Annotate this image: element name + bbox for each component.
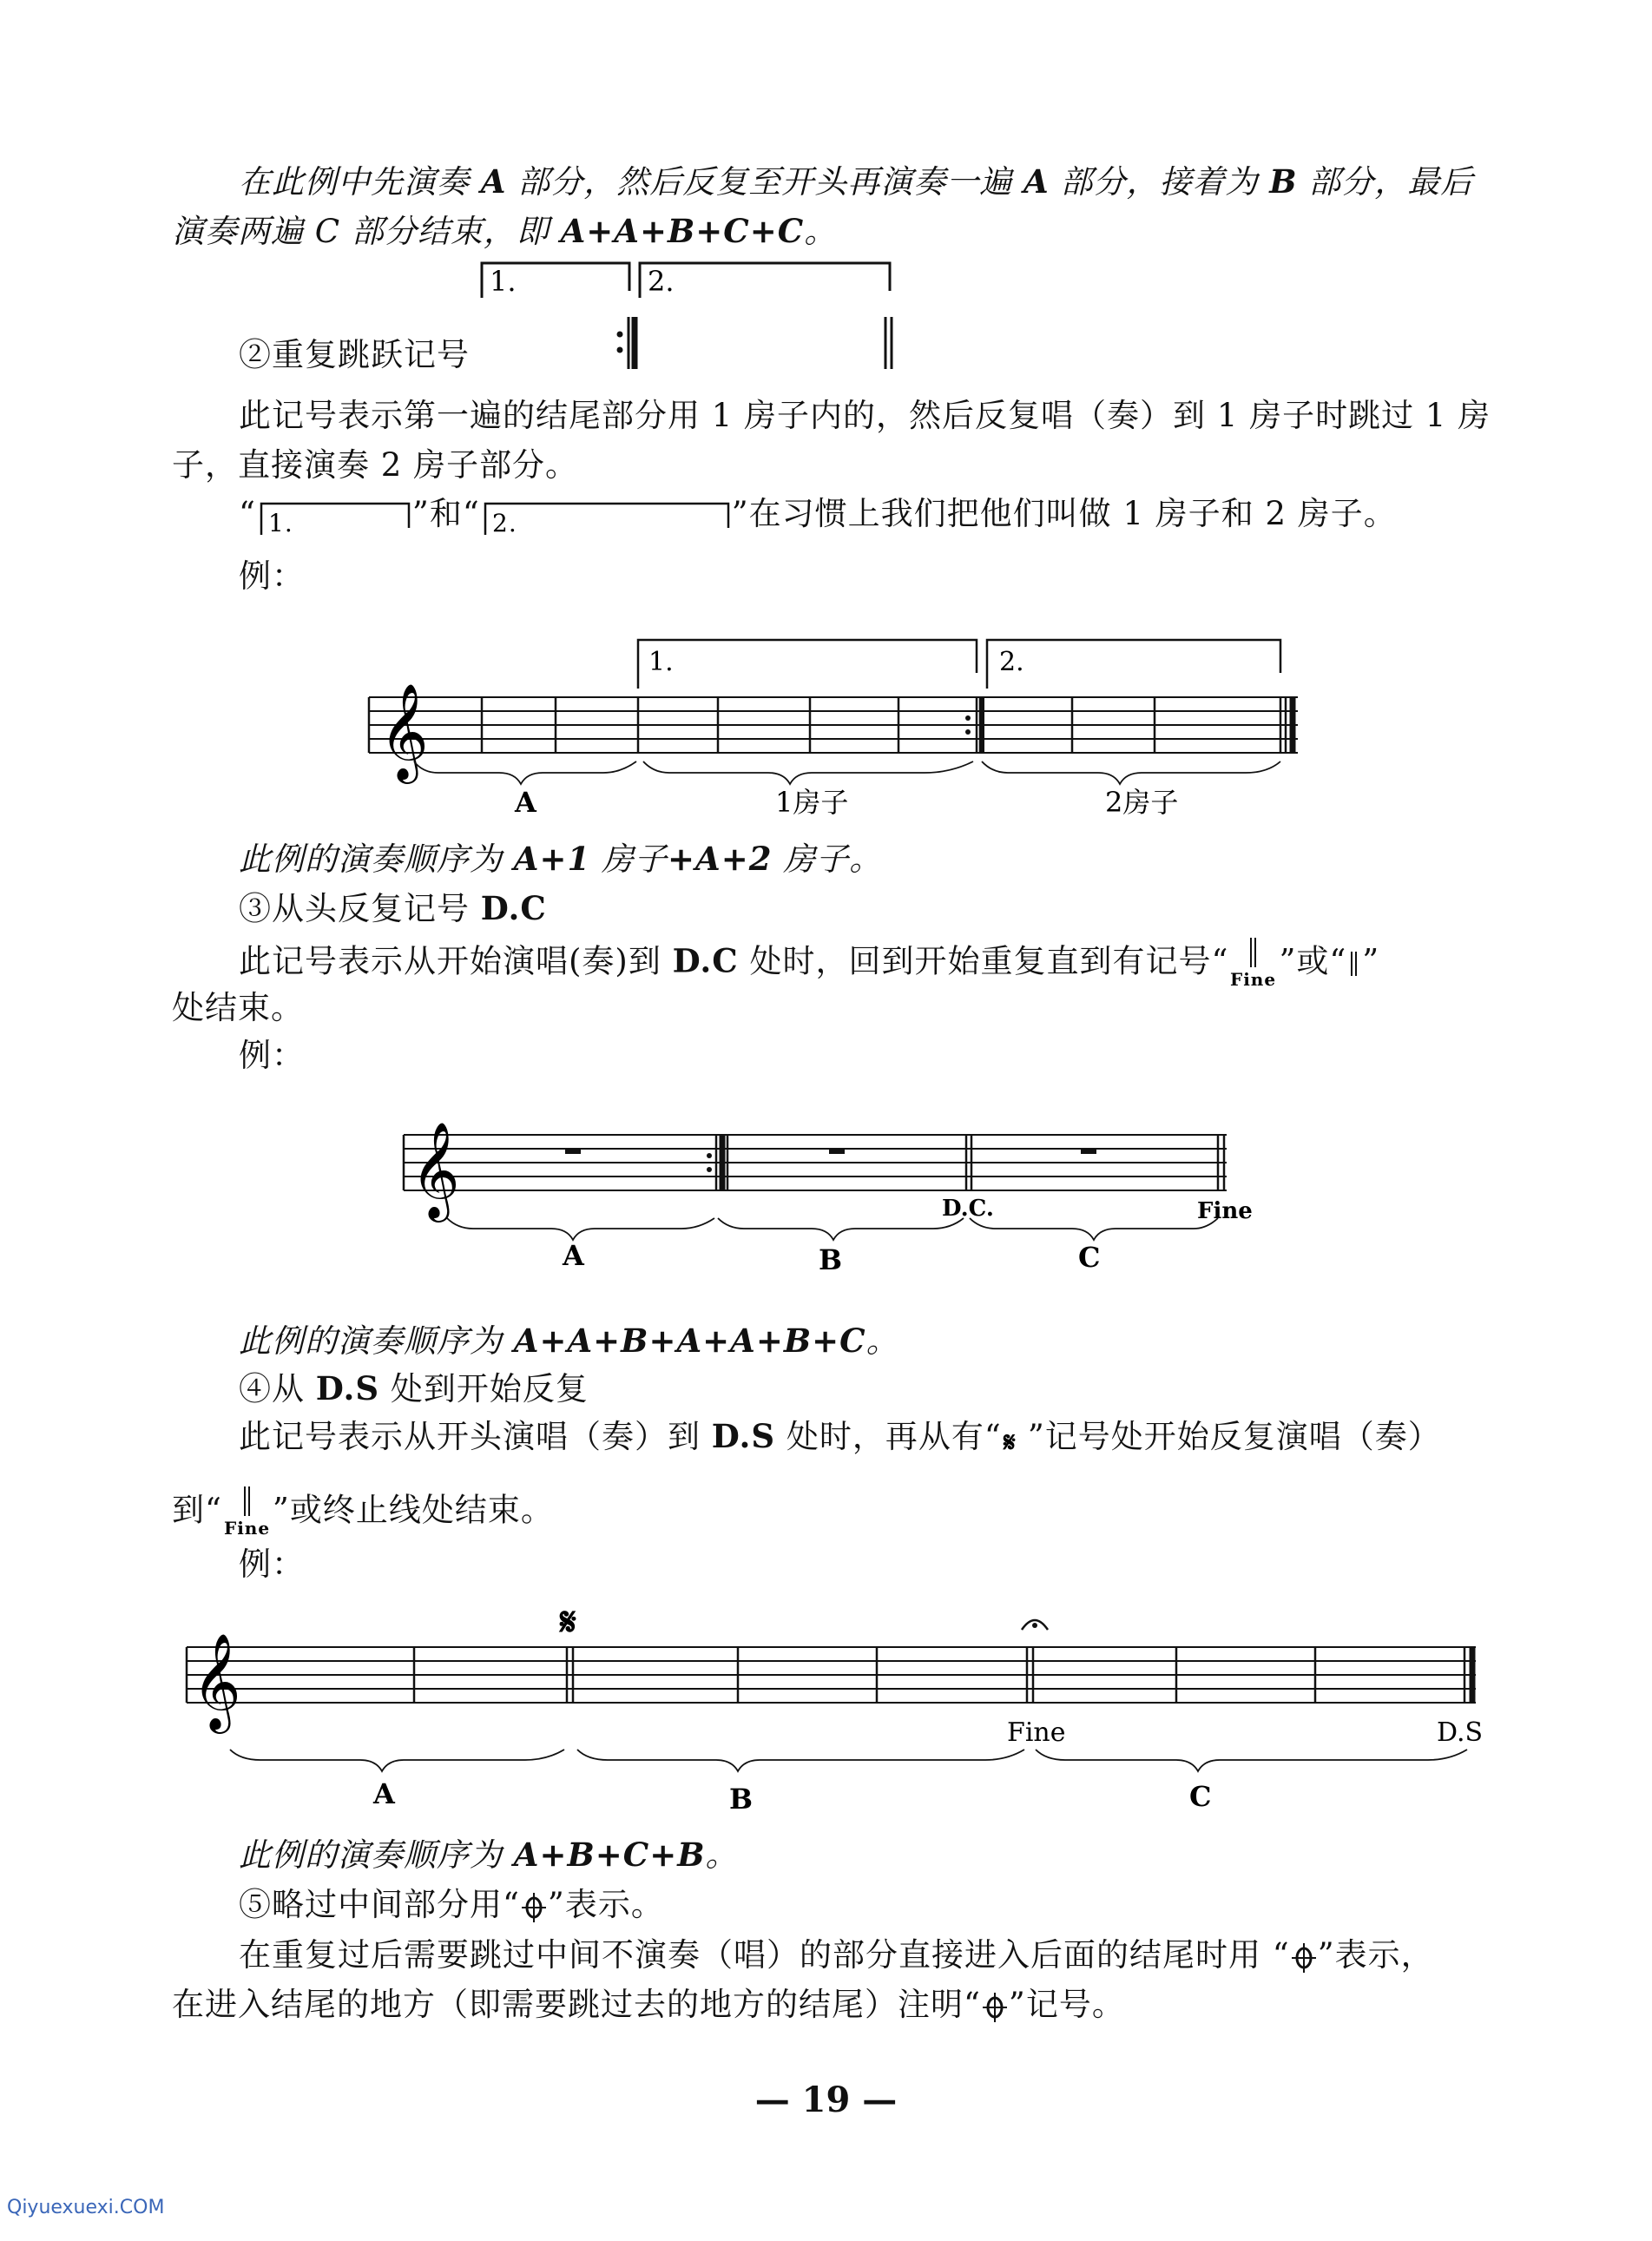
ex3-fine-mark: Fine: [1007, 1717, 1066, 1748]
treble-clef-icon: 𝄞: [379, 682, 429, 780]
example-label-1: 例：: [239, 557, 305, 595]
volta-repeat-symbol: [477, 256, 912, 378]
section-2-desc-line-2: 子，直接演奏 2 房子部分。: [172, 446, 579, 484]
para-1-line-2: 演奏两遍 C 部分结束，即 A+A+B+C+C。: [172, 212, 838, 250]
section-2-title: ②重复跳跃记号: [239, 336, 470, 373]
ex2-dc-mark: D.C.: [942, 1196, 994, 1222]
segno-icon: 𝄋: [560, 1600, 576, 1644]
svg-text:Fine: Fine: [1230, 969, 1277, 990]
volta-2-label: 2.: [648, 265, 675, 298]
section-3-desc-line-1: 此记号表示从开始演唱(奏)到 D.C 处时，回到开始重复直到有记号“ Fine ”或“ ”: [239, 938, 1379, 990]
section-3-title: ③从头反复记号 D.C: [239, 889, 547, 927]
inline-segno-icon: [1002, 1422, 1028, 1457]
ex1-label-A: A: [515, 786, 536, 819]
inline-fine-barline-2: [222, 1486, 273, 1539]
section-4-desc-line-2: 到“ Fine ”或终止线处结束。: [172, 1486, 554, 1539]
svg-text:2.: 2.: [491, 508, 517, 537]
treble-clef-icon: 𝄞: [192, 1632, 241, 1730]
volta-1-label: 1.: [490, 265, 517, 298]
ex3-ds-mark: D.S: [1437, 1717, 1484, 1748]
example-3-order: 此例的演奏顺序为 A+B+C+B。: [239, 1836, 739, 1874]
ex3-label-A: A: [373, 1777, 395, 1810]
section-4-desc-line-1: 此记号表示从开头演唱（奏）到 D.S 处时，再从有“ 𝄋 ”记号处开始反复演唱（奏）: [239, 1417, 1441, 1457]
whole-rest-3: [1081, 1149, 1096, 1154]
example-1-order: 此例的演奏顺序为 A+1 房子+A+2 房子。: [239, 840, 883, 878]
inline-coda-icon-3: [981, 1990, 1009, 2025]
inline-volta-2: [480, 497, 732, 537]
ex1-label-house-1: 1房子: [775, 786, 849, 819]
svg-text:Fine: Fine: [223, 1518, 270, 1539]
example-label-3: 例：: [239, 1546, 305, 1583]
example-2-order: 此例的演奏顺序为 A+A+B+A+A+B+C。: [239, 1322, 899, 1360]
inline-coda-icon-2: [1290, 1941, 1318, 1975]
section-4-title: ④从 D.S 处到开始反复: [239, 1369, 589, 1407]
inline-volta-1: [256, 497, 412, 537]
section-5-desc-line-1: 在重复过后需要跳过中间不演奏（唱）的部分直接进入后面的结尾时用 “ ”表示，: [239, 1936, 1434, 1974]
para-1-line-1: 在此例中先演奏 A 部分，然后反复至开头再演奏一遍 A 部分，接着为 B 部分，最后: [239, 162, 1474, 201]
page-number: — 19 —: [754, 2080, 898, 2120]
ex3-label-B: B: [729, 1783, 754, 1810]
whole-rest-1: [565, 1149, 581, 1154]
ex1-volta-2-label: 2.: [999, 647, 1024, 677]
inline-fine-barline: [1228, 938, 1279, 990]
ex2-label-A: A: [563, 1239, 584, 1272]
example-1-staff: [360, 621, 1306, 821]
section-2-house-line: “ 1. ”和“ 2. ”在习惯上我们把他们叫做 1 房子和 2 房子。: [239, 495, 1397, 537]
site-watermark: Qiyuexuexi.COM: [7, 2197, 165, 2218]
example-2-staff: [395, 1116, 1272, 1289]
section-5-title: ⑤略过中间部分用“ ”表示。: [239, 1886, 664, 1923]
whole-rest-2: [829, 1149, 845, 1154]
section-2-desc-line-1: 此记号表示第一遍的结尾部分用 1 房子内的，然后反复唱（奏）到 1 房子时跳过 1 房: [239, 397, 1491, 434]
section-5-desc-line-2: 在进入结尾的地方（即需要跳过去的地方的结尾）注明“ ”记号。: [172, 1986, 1125, 2023]
svg-text:𝄋: 𝄋: [1003, 1425, 1017, 1457]
inline-coda-icon: [520, 1890, 548, 1925]
ex1-volta-1-label: 1.: [648, 647, 674, 677]
treble-clef-icon: 𝄞: [411, 1121, 460, 1218]
ex2-label-C: C: [1078, 1241, 1101, 1274]
ex2-fine-mark: Fine: [1197, 1198, 1253, 1224]
svg-text:1.: 1.: [267, 508, 293, 537]
example-label-2: 例：: [239, 1037, 305, 1074]
ex3-label-C: C: [1189, 1780, 1212, 1810]
section-3-desc-line-2: 处结束。: [172, 989, 304, 1026]
example-3-staff: [178, 1593, 1497, 1810]
ex1-label-house-2: 2房子: [1105, 786, 1179, 819]
ex2-label-B: B: [819, 1243, 843, 1276]
inline-double-barline: [1346, 946, 1362, 981]
